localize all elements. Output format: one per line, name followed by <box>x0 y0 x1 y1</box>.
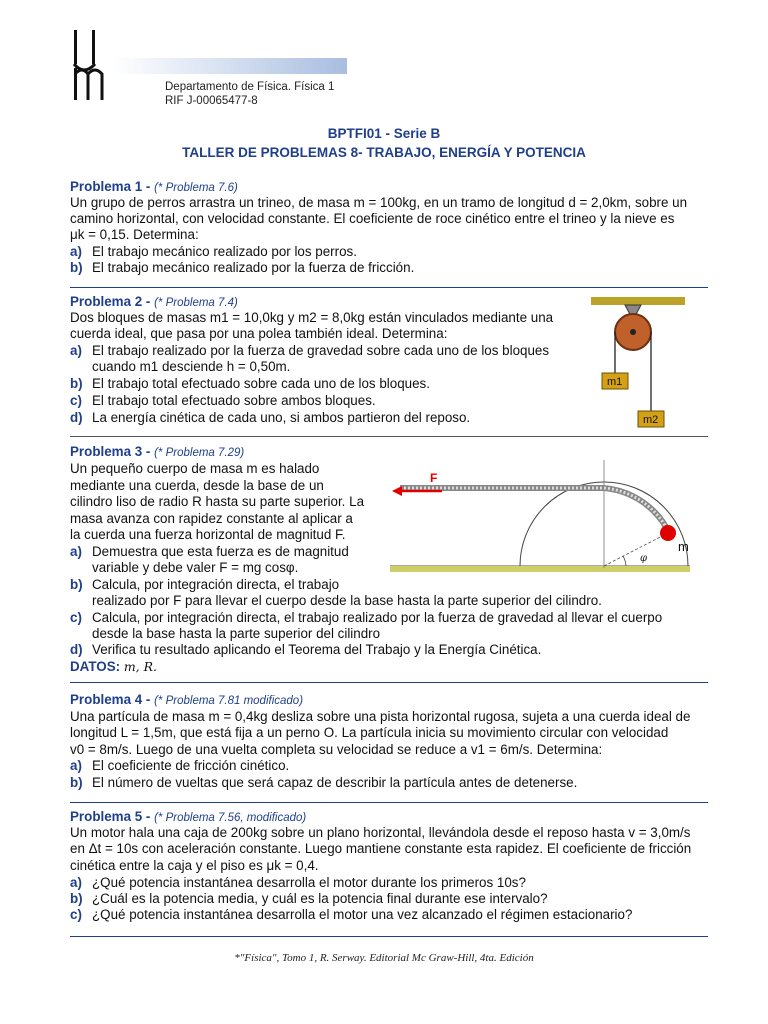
problem-3-heading: Problema 3 - (* Problema 7.29) <box>70 444 245 459</box>
header-text <box>165 80 334 108</box>
problem-2-text-1: Dos bloques de masas m1 = 10,0kg y m2 = 8,0kg están vinculados mediante una <box>70 310 554 325</box>
problem-3-text-4: masa avanza con rapidez constante al aplicar a <box>70 511 353 526</box>
page-subtitle: TALLER DE PROBLEMAS 8- TRABAJO, ENERGÍA Y POTENCIA <box>182 145 586 160</box>
problem-3-item-b-cont: realizado por F para llevar el cuerpo desde la base hasta la parte superior del cilindro. <box>92 593 602 608</box>
problem-1-heading: Problema 1 - (* Problema 7.6) <box>70 179 238 194</box>
problem-3-item-a: a) Demuestra que esta fuerza es de magnitud <box>70 544 349 559</box>
problem-5-item-a: a) ¿Qué potencia instantánea desarrolla el motor durante los primeros 10s? <box>70 875 526 890</box>
problem-5-heading: Problema 5 - (* Problema 7.56, modificado) <box>70 809 307 824</box>
pulley-axle <box>630 329 636 335</box>
problem-1-item-a: a) El trabajo mecánico realizado por los perros. <box>70 244 357 259</box>
problem-1-text-1: Un grupo de perros arrastra un trineo, de masa m = 100kg, en un tramo de longitud d = 2,0km, sobre un <box>70 195 688 210</box>
problem-3-item-c-cont: desde la base hasta la parte superior del cilindro <box>92 626 381 641</box>
block-m2-label: m2 <box>643 414 659 426</box>
divider <box>70 936 708 937</box>
problem-2-item-a-cont: cuando m1 desciende h = 0,50m. <box>92 359 291 374</box>
footnote: *"Física", Tomo 1, R. Serway. Editorial Mc Graw-Hill, 4ta. Edición <box>234 952 534 964</box>
problem-2-item-d: d) La energía cinética de cada uno, si ambos partieron del reposo. <box>70 410 471 425</box>
divider <box>70 436 708 437</box>
force-label: F <box>430 471 438 485</box>
force-arrowhead <box>392 486 402 496</box>
problem-5-text-3: cinética entre la caja y el piso es μk = 0,4. <box>70 858 319 873</box>
problem-4-heading: Problema 4 - (* Problema 7.81 modificado) <box>70 692 304 707</box>
problem-3-item-d: d) Verifica tu resultado aplicando el Teorema del Trabajo y la Energía Cinética. <box>70 642 542 657</box>
problem-3-text-2: mediante una cuerda, desde la base de un <box>70 478 324 493</box>
problem-2-text-2: cuerda ideal, que pasa por una polea también ideal. Determina: <box>70 326 448 341</box>
ceiling-support <box>591 297 685 305</box>
problem-1-item-b: b) El trabajo mecánico realizado por la fuerza de fricción. <box>70 260 415 275</box>
page-title: BPTFI01 - Serie B <box>327 126 441 141</box>
problem-3-item-a-cont: variable y debe valer F = mg cosφ. <box>92 560 299 575</box>
problem-3-datos: DATOS: m, R. <box>70 659 157 674</box>
problem-2-item-c: c) El trabajo total efectuado sobre ambos bloques. <box>70 393 376 408</box>
mass-label: m <box>678 539 689 554</box>
problem-4-item-a: a) El coeficiente de fricción cinético. <box>70 758 290 773</box>
radius-line <box>604 533 668 566</box>
university-logo <box>70 28 110 103</box>
problem-4-text-3: v0 = 8m/s. Luego de una vuelta completa su velocidad se reduce a v1 = 6m/s. Determina: <box>70 742 603 757</box>
problem-1-text-3: μk = 0,15. Determina: <box>70 227 199 242</box>
divider <box>70 287 708 288</box>
problem-3-text-5: la cuerda una fuerza horizontal de magnitud F. <box>70 527 346 542</box>
rif-number: RIF J-00065477-8 <box>165 95 258 107</box>
problem-3-item-b: b) Calcula, por integración directa, el trabajo <box>70 577 340 592</box>
mass-ball <box>660 525 676 541</box>
problem-2-item-a: a) El trabajo realizado por la fuerza de gravedad sobre cada uno de los bloques <box>70 343 550 358</box>
problem-4-text-2: longitud L = 1,5m, que está fija a un perno O. La partícula inicia su movimiento circular con velocidad <box>70 725 669 740</box>
problem-5-item-b: b) ¿Cuál es la potencia media, y cuál es la potencia final durante ese intervalo? <box>70 891 548 906</box>
problem-3-item-c: c) Calcula, por integración directa, el trabajo realizado por la fuerza de gravedad al llevar el cuerpo <box>70 610 663 625</box>
ground <box>390 566 690 572</box>
problem-2-heading: Problema 2 - (* Problema 7.4) <box>70 294 238 309</box>
problem-5-item-c: c) ¿Qué potencia instantánea desarrolla el motor una vez alcanzado el régimen estacionario? <box>70 907 633 922</box>
pulley-figure <box>585 294 685 430</box>
block-m1-label: m1 <box>607 376 623 388</box>
problem-5-text-2: en Δt = 10s con aceleración constante. Luego mantiene constante esta rapidez. El coeficiente de fricción <box>70 841 692 856</box>
department-name: Departamento de Física. Física 1 <box>165 81 335 93</box>
angle-phi: φ <box>640 553 648 564</box>
divider <box>70 682 708 683</box>
problem-1-text-2: camino horizontal, con velocidad constante. El coeficiente de roce cinético entre el trineo y la nieve es <box>70 211 675 226</box>
angle-arc <box>623 556 626 566</box>
cylinder-figure <box>390 458 708 578</box>
problem-5-text-1: Un motor hala una caja de 200kg sobre un plano horizontal, llevándola desde el reposo hasta v = 3,0m/s <box>70 825 691 840</box>
problem-4-item-b: b) El número de vueltas que será capaz de describir la partícula antes de detenerse. <box>70 775 578 790</box>
problem-2-item-b: b) El trabajo total efectuado sobre cada uno de los bloques. <box>70 376 430 391</box>
problem-3-text-3: cilindro liso de radio R hasta su parte superior. La <box>70 494 365 509</box>
divider <box>70 802 708 803</box>
header-gradient-bar <box>112 58 347 74</box>
problem-3-text-1: Un pequeño cuerpo de masa m es halado <box>70 461 320 476</box>
problem-4-text-1: Una partícula de masa m = 0,4kg desliza sobre una pista horizontal rugosa, sujeta a una cuerda ideal de <box>70 709 691 724</box>
